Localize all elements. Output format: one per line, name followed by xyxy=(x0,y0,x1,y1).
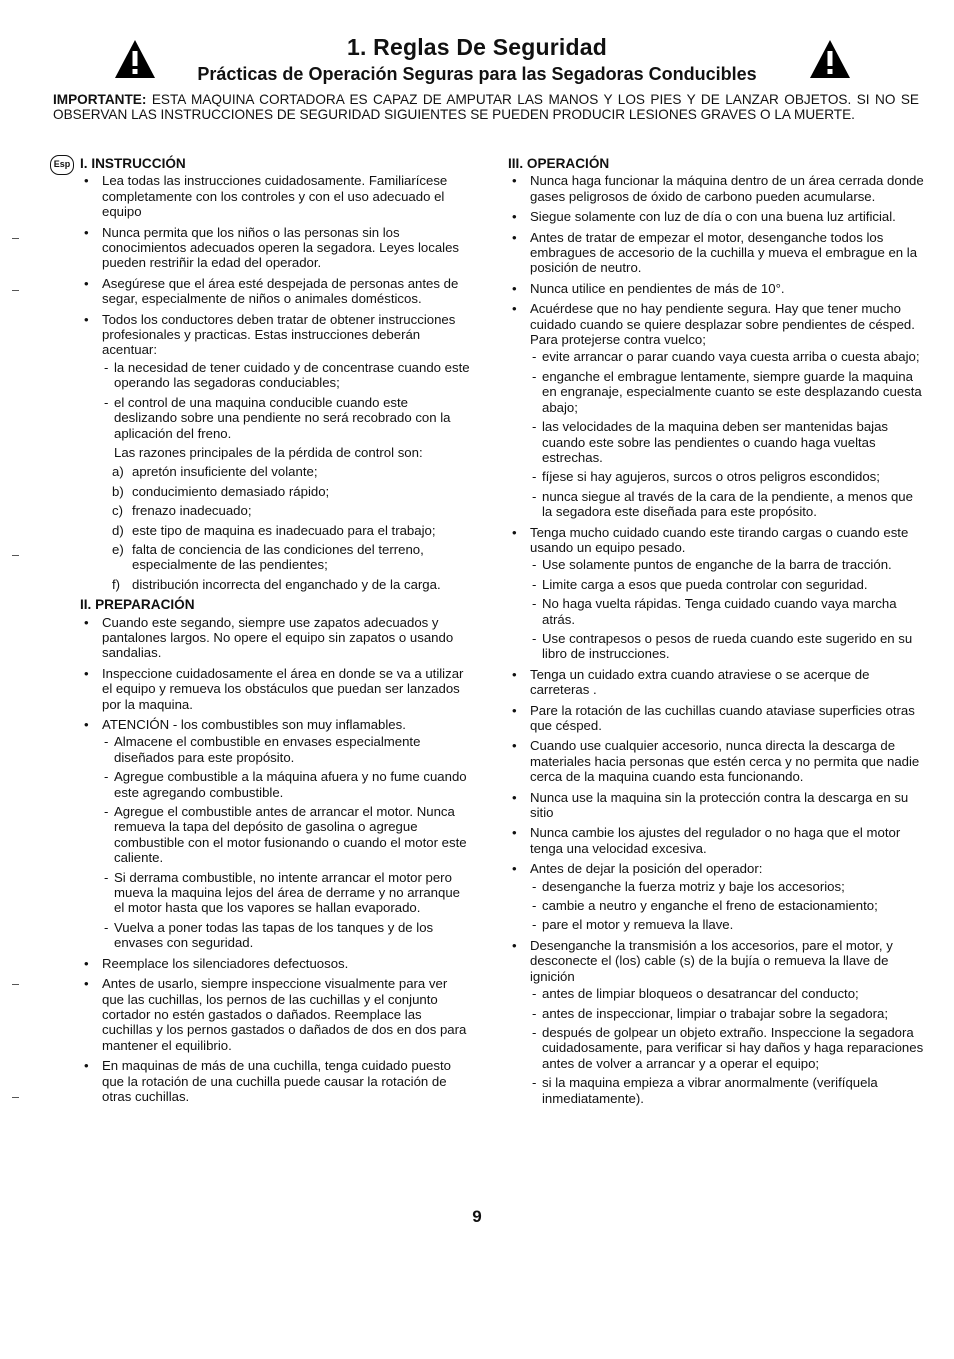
list-item: • Cuando este segando, siempre use zapatos adecuados y pantalones largos. No opere el equipo sin zapatos o usando sandalias. xyxy=(80,615,470,661)
reason-item: a) apretón insuficiente del volante; xyxy=(112,464,318,480)
list-item: • Asegúrese que el área esté despejada de personas antes de segar, especialmente de niños o animales domésticos. xyxy=(80,276,470,307)
sub-item: - Vuelva a poner todas las tapas de los tanques y de los envases con seguridad. xyxy=(102,920,470,951)
page-title: 1. Reglas De Seguridad xyxy=(346,34,608,60)
important-text: ESTA MAQUINA CORTADORA ES CAPAZ DE AMPUTAR LAS MANOS Y LOS PIES Y DE LANZAR OBJETOS. SI NO SE OBSERVAN LAS INSTRUCCIONES DE SEGURIDAD SIGUIENTES SE PUEDEN PRODUCIR LESIONES GRAVES O LA MUERTE. xyxy=(53,92,919,122)
list-item: • Todos los conductores deben tratar de obtener instrucciones profesionales y practicas. Estas instrucciones deberán acentuar: - la necesidad de tener cuidado y de concentrase cuando este operando las segadoras conduciables; - el control de una maquina conducible cuando este deslizando sobre una pendiente no será recobrado con la aplicación del freno. Las razones principales de la pérdida de control son: a) apretón insuficiente del volante; b) conducimiento demasiado rápido; c) frenazo inadecuado; d) este tipo de maquina es inadecuado para el trabajo; e) falta de conciencia de las condiciones del terreno, especialmente de las pendientes; f) distribución incorrecta del enganchado y de la carga. xyxy=(80,312,470,593)
sub-item: - Agregue el combustible antes de arrancar el motor. Nunca remueva la tapa del depósito de gasolina o agregue combustible con el motor fusionando o cuando el motor este caliente. xyxy=(102,804,470,866)
reason-item: b) conducimiento demasiado rápido; xyxy=(112,483,330,499)
list-item: • Desenganche la transmisión a los accesorios, pare el motor, y desconecte el (los) cable (s) de la bujía o remueva la llave de ignición - antes de limpiar bloqueos o desatrancar del conducto; - antes de inspeccionar, limpiar o trabajar sobre la segadora; - después de golpear un objeto extraño. Inspeccione la segadora cuidadosamente, para verificar si hay daños y haga reparaciones antes de volver a arrancar y a operar el equipo; - si la maquina empieza a vibrar anormalmente (verifíquela inmediatamente). xyxy=(508,938,926,1106)
margin-mark xyxy=(12,290,19,291)
list-item: • Tenga mucho cuidado cuando este tirando cargas o cuando este usando un equipo pesado. - Use solamente puntos de enganche de la barra de tracción. - Limite carga a esos que pueda controlar con seguridad. - No haga vuelta rápidas. Tenga cuidado cuando vaya marcha atrás. - Use contrapesos o pesos de rueda cuando este sugerido en su libro de instrucciones. xyxy=(508,525,926,662)
important-label: IMPORTANTE: xyxy=(53,92,147,107)
sub-item: - cambie a neutro y enganche el freno de estacionamiento; xyxy=(530,898,926,913)
list-item: • ATENCIÓN - los combustibles son muy inflamables. - Almacene el combustible en envases especialmente diseñados para este propósito. - Agregue combustible a la máquina afuera y no fume cuando este agregando combustible. - Agregue el combustible antes de arrancar el motor. Nunca remueva la tapa del depósito de gasolina o agregue combustible con el motor fusionando o cuando el motor este caliente. - Si derrama combustible, no intente arrancar el motor pero mueva la maquina lejos del área de derrame y no arranque el motor hasta que los vapores se hallan evaporado. - Vuelva a poner todas las tapas de los tanques y de los envases con seguridad. xyxy=(80,717,470,951)
list-item: • Nunca haga funcionar la máquina dentro de un área cerrada donde gases peligrosos de óxido de carbono pueden acumularse. xyxy=(508,173,926,204)
reason-item: d) este tipo de maquina es inadecuado para el trabajo; xyxy=(112,522,436,538)
reasons-intro: Las razones principales de la pérdida de control son: xyxy=(114,444,423,460)
sub-item: - No haga vuelta rápidas. Tenga cuidado cuando vaya marcha atrás. xyxy=(530,596,926,627)
sub-item: - Limite carga a esos que pueda controlar con seguridad. xyxy=(530,577,926,592)
page-subtitle: Prácticas de Operación Seguras para las Segadoras Conducibles xyxy=(197,64,757,84)
instruccion-list xyxy=(80,173,470,592)
sub-item: - Si derrama combustible, no intente arrancar el motor pero mueva la maquina lejos del área de derrame y no arranque el motor hasta que los vapores se hallan evaporado. xyxy=(102,870,470,916)
section-heading-preparacion: II. PREPARACIÓN xyxy=(80,597,195,613)
reason-item: c) frenazo inadecuado; xyxy=(112,503,252,519)
sub-item: - Use solamente puntos de enganche de la barra de tracción. xyxy=(530,557,926,572)
sub-item: - la necesidad de tener cuidado y de concentrase cuando este operando las segadoras conduciables; xyxy=(102,360,470,391)
list-item: • Nunca use la maquina sin la protección contra la descarga en su sitio xyxy=(508,790,926,821)
list-item: • Pare la rotación de las cuchillas cuando ataviase superficies otras que césped. xyxy=(508,703,926,734)
page-header xyxy=(0,30,954,90)
sub-item: - desenganche la fuerza motriz y baje los accesorios; xyxy=(530,879,926,894)
page-number: 9 xyxy=(472,1207,482,1226)
list-item: • Nunca cambie los ajustes del regulador o no haga que el motor tenga una velocidad excesiva. xyxy=(508,825,926,856)
sub-item: - evite arrancar o parar cuando vaya cuesta arriba o cuesta abajo; xyxy=(530,349,926,364)
reason-item: e) falta de conciencia de las condiciones del terreno, especialmente de las pendientes; xyxy=(112,541,424,573)
list-item: • Antes de usarlo, siempre inspeccione visualmente para ver que las cuchillas, los pernos de las cuchillas y el conjunto cortador no estén gastados o dañados. Reemplace las cuchillas y los pernos gastados o dañados de dos en dos para mantener el equilibrio. xyxy=(80,976,470,1053)
section-heading-operacion: III. OPERACIÓN xyxy=(508,156,610,171)
reasons-list xyxy=(102,464,470,592)
language-badge: Esp xyxy=(50,155,74,175)
sub-item: - fíjese si hay agujeros, surcos o otros peligros escondidos; xyxy=(530,469,926,484)
section-heading-instruccion: Esp I. INSTRUCCIÓN xyxy=(80,156,470,171)
sub-item: - Use contrapesos o pesos de rueda cuando este sugerido en su libro de instrucciones. xyxy=(530,631,926,662)
sub-item: - Almacene el combustible en envases especialmente diseñados para este propósito. xyxy=(102,734,470,765)
list-item: • Siegue solamente con luz de día o con una buena luz artificial. xyxy=(508,209,926,224)
margin-mark xyxy=(12,555,19,556)
left-column xyxy=(53,156,470,1109)
list-item: • Tenga un cuidado extra cuando atraviese o se acerque de carreteras . xyxy=(508,667,926,698)
sub-item: - si la maquina empieza a vibrar anormalmente (verifíquela inmediatamente). xyxy=(530,1075,926,1106)
list-item: • Antes de tratar de empezar el motor, desenganche todos los embragues de accesorio de la cuchilla y mueva el embrague en la posición de neutro. xyxy=(508,230,926,276)
sub-item: - después de golpear un objeto extraño. Inspeccione la segadora cuidadosamente, para verificar si hay daños y haga reparaciones antes de volver a arrancar y a operar el equipo; xyxy=(530,1025,926,1071)
list-item: • Nunca permita que los niños o las personas sin los conocimientos adecuados operen la segadora. Leyes locales pueden restriñir la edad del operador. xyxy=(80,225,470,271)
sub-item: - enganche el embrague lentamente, siempre guarde la maquina en engranaje, especialmente cuanto se este desplazando cuesta abajo; xyxy=(530,369,926,415)
list-item: • Lea todas las instrucciones cuidadosamente. Familiarícese completamente con los controles y con el uso adecuado el equipo xyxy=(80,173,470,219)
list-item: • Nunca utilice en pendientes de más de 10°. xyxy=(508,281,926,296)
reason-item: f) distribución incorrecta del enganchado y de la carga. xyxy=(112,576,441,592)
operacion-list xyxy=(508,173,926,1106)
sub-item: - el control de una maquina conducible cuando este deslizando sobre una pendiente no será recobrado con la aplicación del freno. xyxy=(102,395,470,441)
list-item: • Antes de dejar la posición del operador: - desenganche la fuerza motriz y baje los accesorios; - cambie a neutro y enganche el freno de estacionamiento; - pare el motor y remueva la llave. xyxy=(508,861,926,933)
list-item: • Acuérdese que no hay pendiente segura. Hay que tener mucho cuidado cuando se quiere desplazar sobre pendientes de césped. Para protejerse contra vuelco; - evite arrancar o parar cuando vaya cuesta arriba o cuesta abajo; - enganche el embrague lentamente, siempre guarde la maquina en engranaje, especialmente cuanto se este desplazando cuesta abajo; - las velocidades de la maquina deben ser mantenidas bajas cuando este sobre las pendientes o cuando haga vueltas estrechas. - fíjese si hay agujeros, surcos o otros peligros escondidos; - nunca siegue al través de la cara de la pendiente, a menos que la segadora este diseñada para este propósito. xyxy=(508,301,926,519)
sub-item: - antes de inspeccionar, limpiar o trabajar sobre la segadora; xyxy=(530,1006,926,1021)
list-item: • Reemplace los silenciadores defectuosos. xyxy=(80,956,470,971)
sub-item: - Agregue combustible a la máquina afuera y no fume cuando este agregando combustible. xyxy=(102,769,470,800)
sub-item: - pare el motor y remueva la llave. xyxy=(530,917,926,932)
warning-triangle-icon xyxy=(808,38,852,80)
important-notice xyxy=(53,92,919,122)
list-item: • En maquinas de más de una cuchilla, tenga cuidado puesto que la rotación de una cuchilla puede causar la rotación de otras cuchillas. xyxy=(80,1058,470,1104)
margin-mark xyxy=(12,984,19,985)
margin-mark xyxy=(12,1097,19,1098)
sub-item: - las velocidades de la maquina deben ser mantenidas bajas cuando este sobre las pendientes o cuando haga vueltas estrechas. xyxy=(530,419,926,465)
sub-item: - antes de limpiar bloqueos o desatrancar del conducto; xyxy=(530,986,926,1001)
sub-item: - nunca siegue al través de la cara de la pendiente, a menos que la segadora este diseñada para este propósito. xyxy=(530,489,926,520)
list-item: • Cuando use cualquier accesorio, nunca directa la descarga de materiales hacia personas que estén cerca y no permita que nadie cerca de la maquina cuando esta funcionando. xyxy=(508,738,926,784)
preparacion-list xyxy=(80,615,470,1105)
margin-mark xyxy=(12,238,19,239)
list-item: • Inspeccione cuidadosamente el área en donde se va a utilizar el equipo y remueva los obstáculos que puedan ser lanzados por la maquina. xyxy=(80,666,470,712)
right-column xyxy=(508,156,926,1111)
